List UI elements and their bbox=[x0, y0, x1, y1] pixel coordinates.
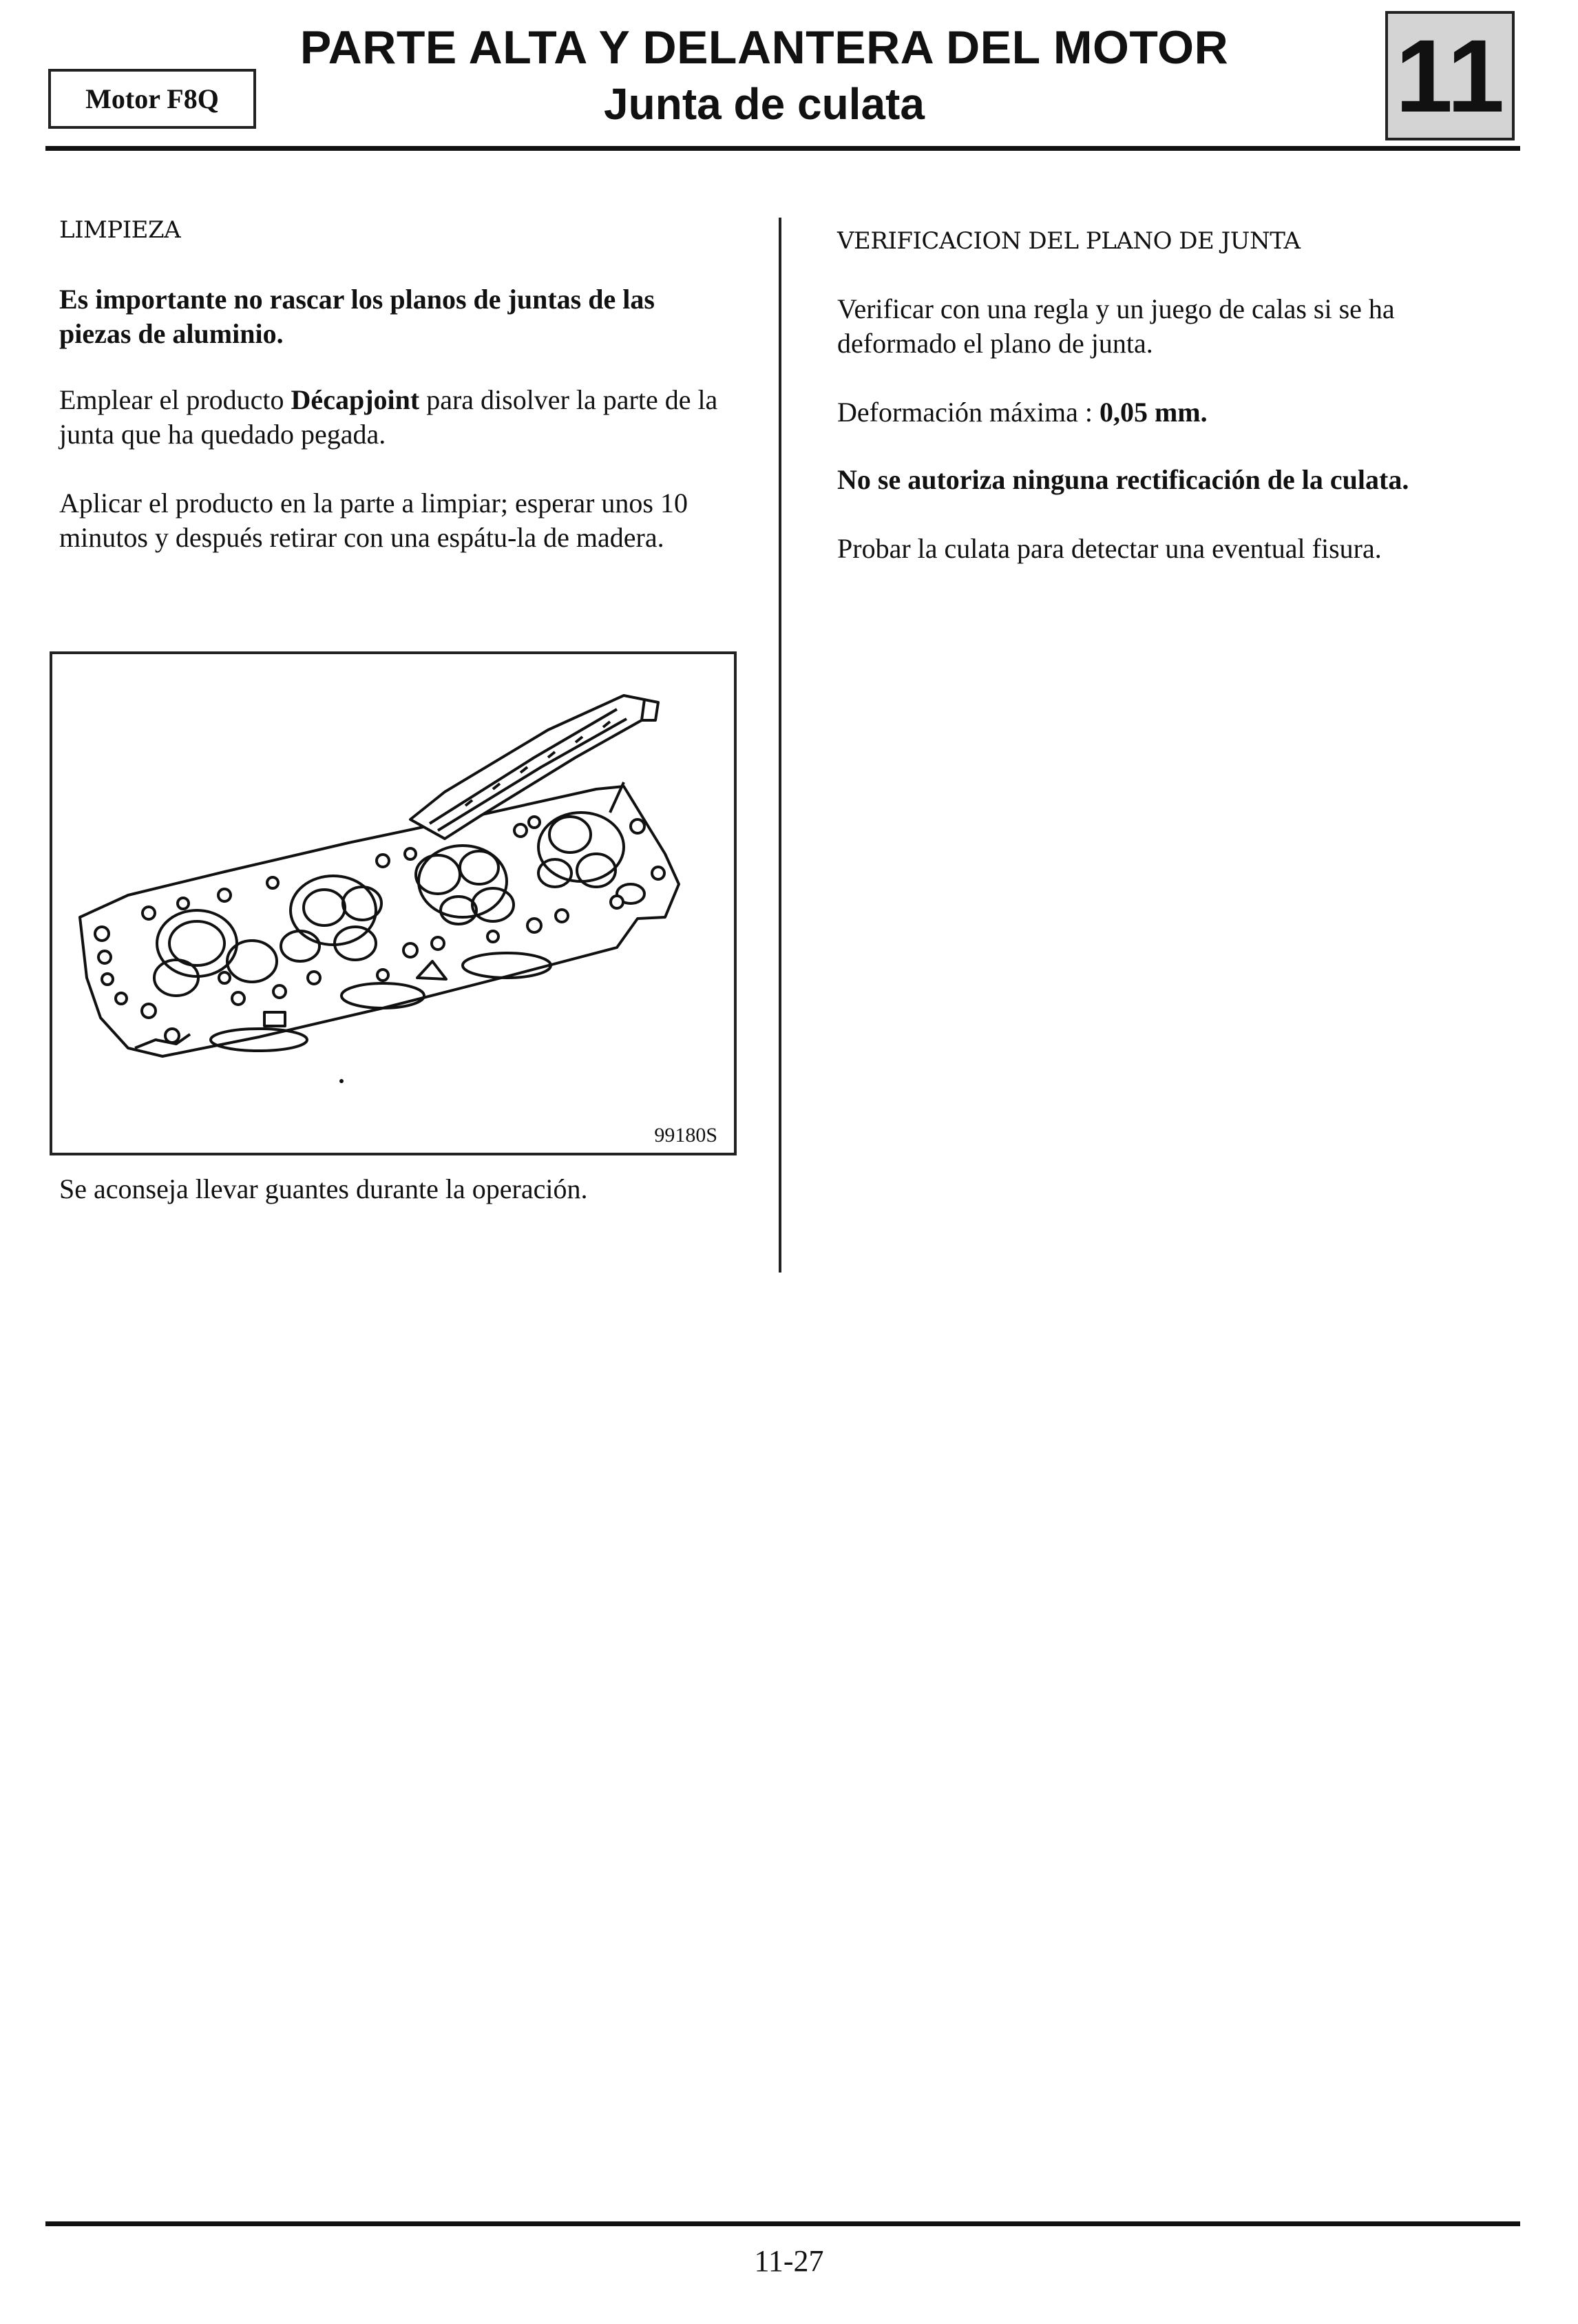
engine-label: Motor F8Q bbox=[48, 69, 256, 129]
warning-text: Es importante no rascar los planos de juntas de las piezas de aluminio. bbox=[59, 284, 655, 349]
product-instruction bbox=[59, 383, 720, 452]
column-divider bbox=[779, 218, 781, 1273]
product-instruction-start: Emplear el producto bbox=[59, 384, 291, 415]
page-number: 11-27 bbox=[754, 2244, 824, 2278]
section-title-cleaning: LIMPIEZA bbox=[59, 216, 181, 244]
max-deformation-value: 0,05 mm. bbox=[1099, 397, 1208, 428]
gasket-bore-4 bbox=[538, 813, 624, 881]
figure-reference: 99180S bbox=[654, 1124, 717, 1147]
footer-divider bbox=[45, 2221, 1520, 2226]
figure-frame bbox=[50, 651, 737, 1155]
page-header bbox=[275, 19, 1253, 132]
max-deformation-label: Deformación máxima : bbox=[837, 397, 1100, 428]
max-deformation bbox=[837, 395, 1498, 430]
flatness-instruction: Verificar con una regla y un juego de calas si se ha deformado el plano de junta. bbox=[837, 293, 1395, 359]
no-resurfacing-warning: No se autoriza ninguna rectificación de la culata. bbox=[837, 464, 1409, 495]
section-title-flatness: VERIFICACION DEL PLANO DE JUNTA bbox=[837, 227, 1301, 255]
chapter-number: 11 bbox=[1385, 11, 1515, 140]
crack-test-instruction: Probar la culata para detectar una eventual fisura. bbox=[837, 533, 1382, 564]
page-subtitle: Junta de culata bbox=[604, 79, 925, 129]
cylinder-head-gasket-illustration bbox=[52, 654, 734, 1153]
product-instruction-end: para disolver la parte de la junta que ha quedado pegada. bbox=[59, 384, 718, 450]
page-title: PARTE ALTA Y DELANTERA DEL MOTOR bbox=[299, 21, 1229, 74]
header-divider bbox=[45, 146, 1520, 151]
application-instruction: Aplicar el producto en la parte a limpiar; esperar unos 10 minutos y después retirar con una espátu-la de madera. bbox=[59, 488, 688, 553]
gloves-note: Se aconseja llevar guantes durante la operación. bbox=[59, 1173, 588, 1204]
product-name: Décapjoint bbox=[291, 384, 420, 415]
